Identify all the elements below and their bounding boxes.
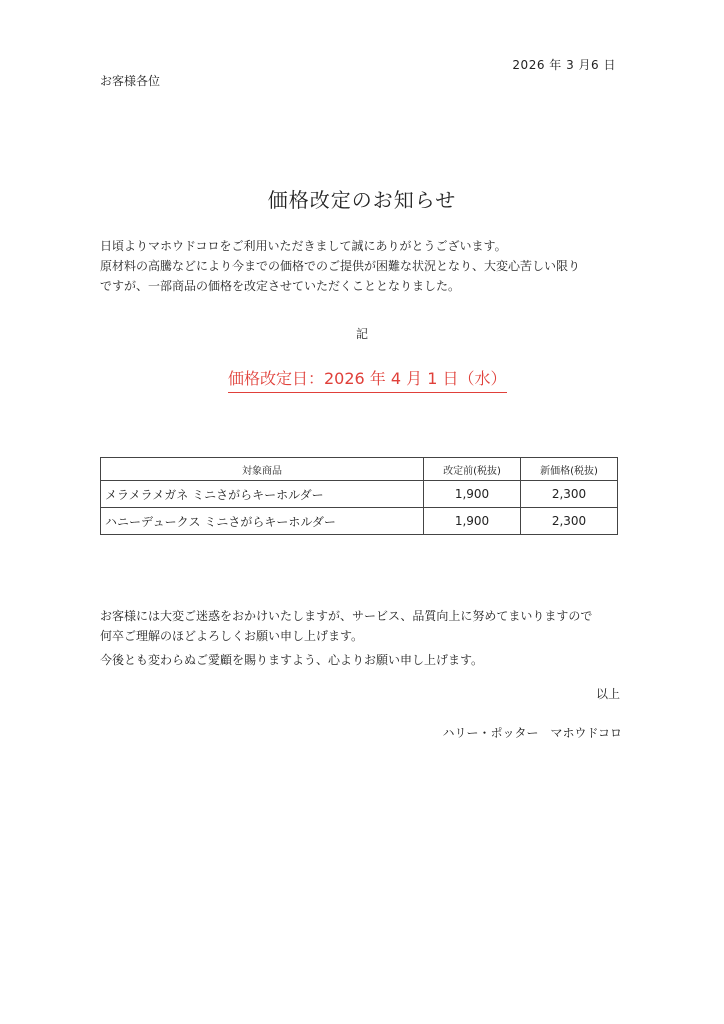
price-table bbox=[100, 457, 618, 535]
intro-line: 原材料の高騰などにより今までの価格でのご提供が困難な状況となり、大変心苦しい限り bbox=[100, 259, 581, 273]
ijo-marker: 以上 bbox=[595, 687, 620, 701]
closing-line: 今後とも変わらぬご愛顧を賜りますよう、心よりお願い申し上げます。 bbox=[100, 653, 484, 667]
price-change-date: 価格改定日：2026 年 4 月 1 日（水） bbox=[228, 366, 507, 393]
table-row bbox=[101, 481, 618, 508]
sender-line: ハリー・ポッター マホウドコロ bbox=[442, 726, 622, 740]
header-product: 対象商品 bbox=[101, 458, 424, 481]
intro-paragraph bbox=[100, 236, 640, 296]
price-before-cell: 1,900 bbox=[424, 481, 521, 508]
table-row bbox=[101, 508, 618, 535]
intro-line: 日頃よりマホウドコロをご利用いただきまして誠にありがとうございます。 bbox=[100, 239, 507, 253]
closing-line: 何卒ご理解のほどよろしくお願い申し上げます。 bbox=[100, 629, 364, 643]
closing-paragraph bbox=[100, 606, 640, 670]
document-title: 価格改定のお知らせ bbox=[267, 188, 457, 212]
product-name-cell: ハニーデュークス ミニさがらキーホルダー bbox=[101, 508, 424, 535]
ki-marker: 記 bbox=[355, 327, 368, 341]
price-before-cell: 1,900 bbox=[424, 508, 521, 535]
closing-line: お客様には大変ご迷惑をおかけいたしますが、サービス、品質向上に努めてまいりますので bbox=[100, 609, 593, 623]
header-price-before: 改定前(税抜) bbox=[424, 458, 521, 481]
table-header-row bbox=[101, 458, 618, 481]
price-after-cell: 2,300 bbox=[521, 481, 618, 508]
header-price-after: 新価格(税抜) bbox=[521, 458, 618, 481]
price-after-cell: 2,300 bbox=[521, 508, 618, 535]
recipient-line: お客様各位 bbox=[100, 74, 161, 88]
document-date: 2026 年 3 月6 日 bbox=[512, 58, 616, 72]
product-name-cell: メラメラメガネ ミニさがらキーホルダー bbox=[101, 481, 424, 508]
intro-line: ですが、一部商品の価格を改定させていただくこととなりました。 bbox=[100, 279, 461, 293]
